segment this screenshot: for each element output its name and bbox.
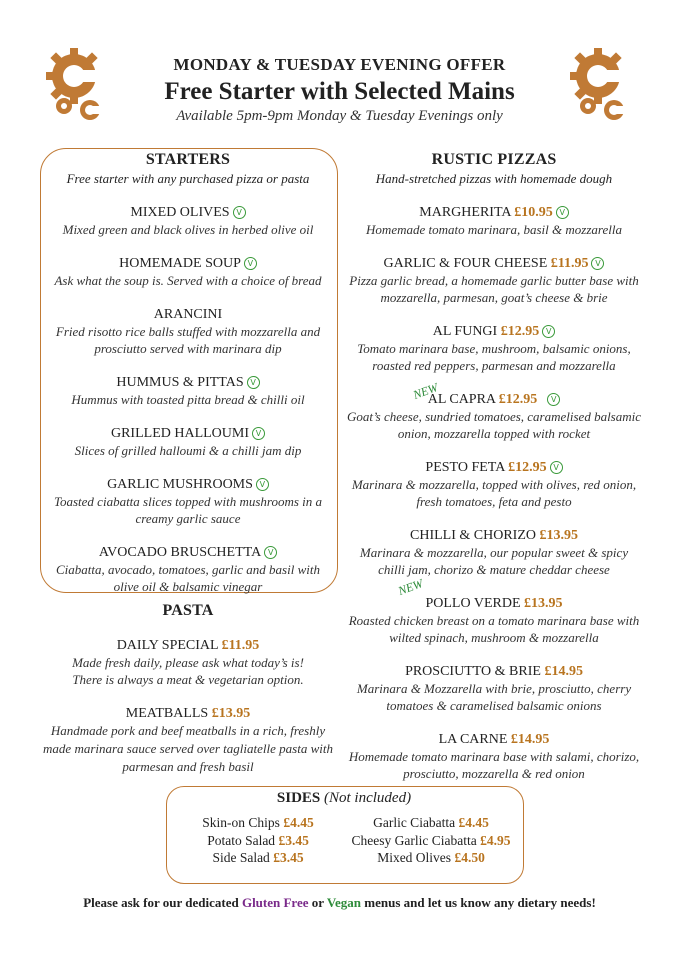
- item-name: HOMEMADE SOUP: [119, 256, 241, 271]
- side-name: Side Salad: [212, 850, 270, 865]
- menu-item: [346, 596, 642, 646]
- list-item: [336, 849, 526, 867]
- item-price: £11.95: [221, 638, 260, 653]
- vegan-icon: V: [252, 427, 265, 440]
- starters-title: STARTERS: [145, 151, 231, 168]
- starters-subtitle: Free starter with any purchased pizza or pasta: [66, 171, 310, 186]
- menu-item: [42, 256, 334, 289]
- vegan-icon: V: [256, 478, 269, 491]
- item-price: £13.95: [539, 528, 578, 543]
- item-description: Toasted ciabatta slices topped with mushrooms in a creamy garlic sauce: [53, 494, 323, 526]
- menu-item: [346, 392, 642, 442]
- item-description: Handmade pork and beef meatballs in a rich, freshly made marinara sauce served over tagliatelle pasta with parmesan and fresh basil: [43, 723, 333, 774]
- item-price: £14.95: [510, 732, 550, 747]
- side-price: £3.45: [278, 832, 309, 848]
- side-name: Potato Salad: [207, 832, 276, 848]
- item-name: DAILY SPECIAL: [116, 638, 219, 653]
- sides-right-list: [336, 814, 526, 867]
- item-name: AL CAPRA: [427, 392, 496, 407]
- pasta-title: PASTA: [162, 602, 214, 619]
- starters-section: [42, 151, 334, 595]
- vegan-icon: V: [247, 376, 260, 389]
- item-price: £12.95: [498, 392, 538, 407]
- side-price: £3.45: [273, 850, 304, 865]
- new-badge: NEW: [411, 380, 440, 402]
- item-name: GRILLED HALLOUMI: [110, 426, 250, 441]
- item-price: £13.95: [524, 596, 563, 611]
- side-price: £4.45: [283, 815, 314, 830]
- menu-item: [42, 638, 334, 688]
- menu-item: [346, 528, 642, 578]
- item-description: Roasted chicken breast on a tomato marinara base with wilted spinach, mushroom & mozzarella: [348, 613, 640, 645]
- item-name: MIXED OLIVES: [130, 205, 230, 220]
- vegan-icon: V: [244, 257, 257, 270]
- vegan-icon: V: [547, 393, 560, 406]
- sides-note: (Not included): [324, 790, 412, 806]
- menu-item: [42, 426, 334, 459]
- item-name: CHILLI & CHORIZO: [410, 528, 536, 543]
- menu-item: [42, 706, 334, 776]
- item-description: Fried risotto rice balls stuffed with mozzarella and prosciutto served with marinara dip: [55, 324, 321, 356]
- footer-text: or: [311, 895, 324, 910]
- item-description: Pizza garlic bread, a homemade garlic butter base with mozzarella, parmesan, goat’s cheese & brie: [349, 273, 639, 305]
- item-description: Tomato marinara base, mushroom, balsamic onions, roasted red peppers, parmesan and mozzarella: [357, 341, 631, 373]
- vegan-icon: V: [550, 461, 563, 474]
- side-name: Skin-on Chips: [202, 815, 280, 830]
- pasta-section: [42, 602, 334, 776]
- item-name: HUMMUS & PITTAS: [116, 375, 244, 390]
- item-name: POLLO VERDE: [425, 596, 521, 611]
- item-name: GARLIC & FOUR CHEESE: [383, 256, 548, 271]
- item-price: £14.95: [544, 664, 583, 679]
- item-price: £12.95: [500, 324, 540, 339]
- gluten-free-label: Gluten Free: [241, 895, 309, 910]
- vegan-label: Vegan: [326, 895, 362, 910]
- side-price: £4.45: [458, 815, 489, 830]
- vegan-icon: V: [591, 257, 604, 270]
- item-price: £12.95: [508, 460, 547, 475]
- item-name: GARLIC MUSHROOMS: [107, 477, 253, 492]
- item-name: ARANCINI: [153, 307, 223, 322]
- item-name: PROSCIUTTO & BRIE: [405, 664, 541, 679]
- vegan-icon: V: [556, 206, 569, 219]
- item-price: £13.95: [211, 706, 251, 721]
- item-price: £11.95: [550, 256, 589, 271]
- item-name: MEATBALLS: [125, 706, 209, 721]
- menu-item: [42, 477, 334, 527]
- offer-heading: MONDAY & TUESDAY EVENING OFFER: [173, 55, 506, 74]
- item-description: Mixed green and black olives in herbed olive oil: [62, 222, 314, 237]
- list-item: [178, 814, 338, 832]
- menu-item: [346, 460, 642, 510]
- list-item: [178, 849, 338, 867]
- page-title: Free Starter with Selected Mains: [164, 78, 515, 105]
- pizzas-section: [346, 151, 642, 782]
- item-description: Homemade tomato marinara base with salami, chorizo, prosciutto, mozzarella & red onion: [348, 749, 640, 781]
- list-item: [336, 832, 526, 850]
- offer-subtitle: Available 5pm-9pm Monday & Tuesday Evenings only: [176, 108, 503, 124]
- footer-text: menus and let us know any dietary needs!: [364, 895, 596, 910]
- new-badge: NEW: [396, 576, 425, 598]
- side-price: £4.95: [480, 832, 511, 848]
- item-name: AVOCADO BRUSCHETTA: [98, 545, 262, 560]
- menu-item: [42, 545, 334, 595]
- item-name: AL FUNGI: [432, 324, 498, 339]
- vegan-icon: V: [233, 206, 246, 219]
- side-name: Mixed Olives: [377, 850, 452, 865]
- sides-title: [166, 790, 522, 807]
- item-description: Homemade tomato marinara, basil & mozzarella: [366, 222, 622, 237]
- footer-text: Please ask for our dedicated: [83, 895, 239, 910]
- menu-item: [42, 307, 334, 357]
- menu-item: [42, 205, 334, 238]
- sides-left-list: [178, 814, 338, 867]
- item-description: Marinara & mozzarella, topped with olives, red onion, fresh tomatoes, feta and pesto: [351, 477, 637, 509]
- menu-item: [346, 324, 642, 374]
- item-name: PESTO FETA: [425, 460, 505, 475]
- list-item: [178, 832, 338, 850]
- side-price: £4.50: [454, 850, 485, 865]
- item-description: Marinara & mozzarella, our popular sweet & spicy chilli jam, chorizo & mature cheddar cheese: [359, 545, 629, 577]
- list-item: [336, 814, 526, 832]
- dietary-footer: [0, 895, 679, 911]
- item-price: £10.95: [514, 205, 553, 220]
- item-description: Ciabatta, avocado, tomatoes, garlic and basil with olive oil & balsamic vinegar: [56, 562, 320, 594]
- side-name: Cheesy Garlic Ciabatta: [351, 832, 477, 848]
- sides-heading: SIDES: [276, 790, 321, 806]
- menu-item: [346, 256, 642, 306]
- item-description: Marinara & Mozzarella with brie, prosciutto, cherry tomatoes & caramelised balsamic onions: [356, 681, 632, 713]
- pizzas-subtitle: Hand-stretched pizzas with homemade dough: [375, 171, 613, 186]
- menu-item: [346, 205, 642, 238]
- item-description: Ask what the soup is. Served with a choice of bread: [54, 273, 322, 288]
- menu-item: [346, 732, 642, 782]
- item-description: Hummus with toasted pitta bread & chilli oil: [71, 392, 305, 407]
- vegan-icon: V: [264, 546, 277, 559]
- side-name: Garlic Ciabatta: [373, 815, 456, 830]
- menu-item: [346, 664, 642, 714]
- item-name: LA CARNE: [438, 732, 508, 747]
- vegan-icon: V: [542, 325, 555, 338]
- item-name: MARGHERITA: [419, 205, 511, 220]
- menu-item: [42, 375, 334, 408]
- item-description: Slices of grilled halloumi & a chilli jam dip: [74, 443, 302, 458]
- item-description: Goat’s cheese, sundried tomatoes, caramelised balsamic onion, mozzarella topped with rocket: [346, 409, 642, 441]
- item-description: Made fresh daily, please ask what today’s is! There is always a meat & vegetarian option.: [72, 655, 304, 687]
- pizzas-title: RUSTIC PIZZAS: [431, 151, 557, 168]
